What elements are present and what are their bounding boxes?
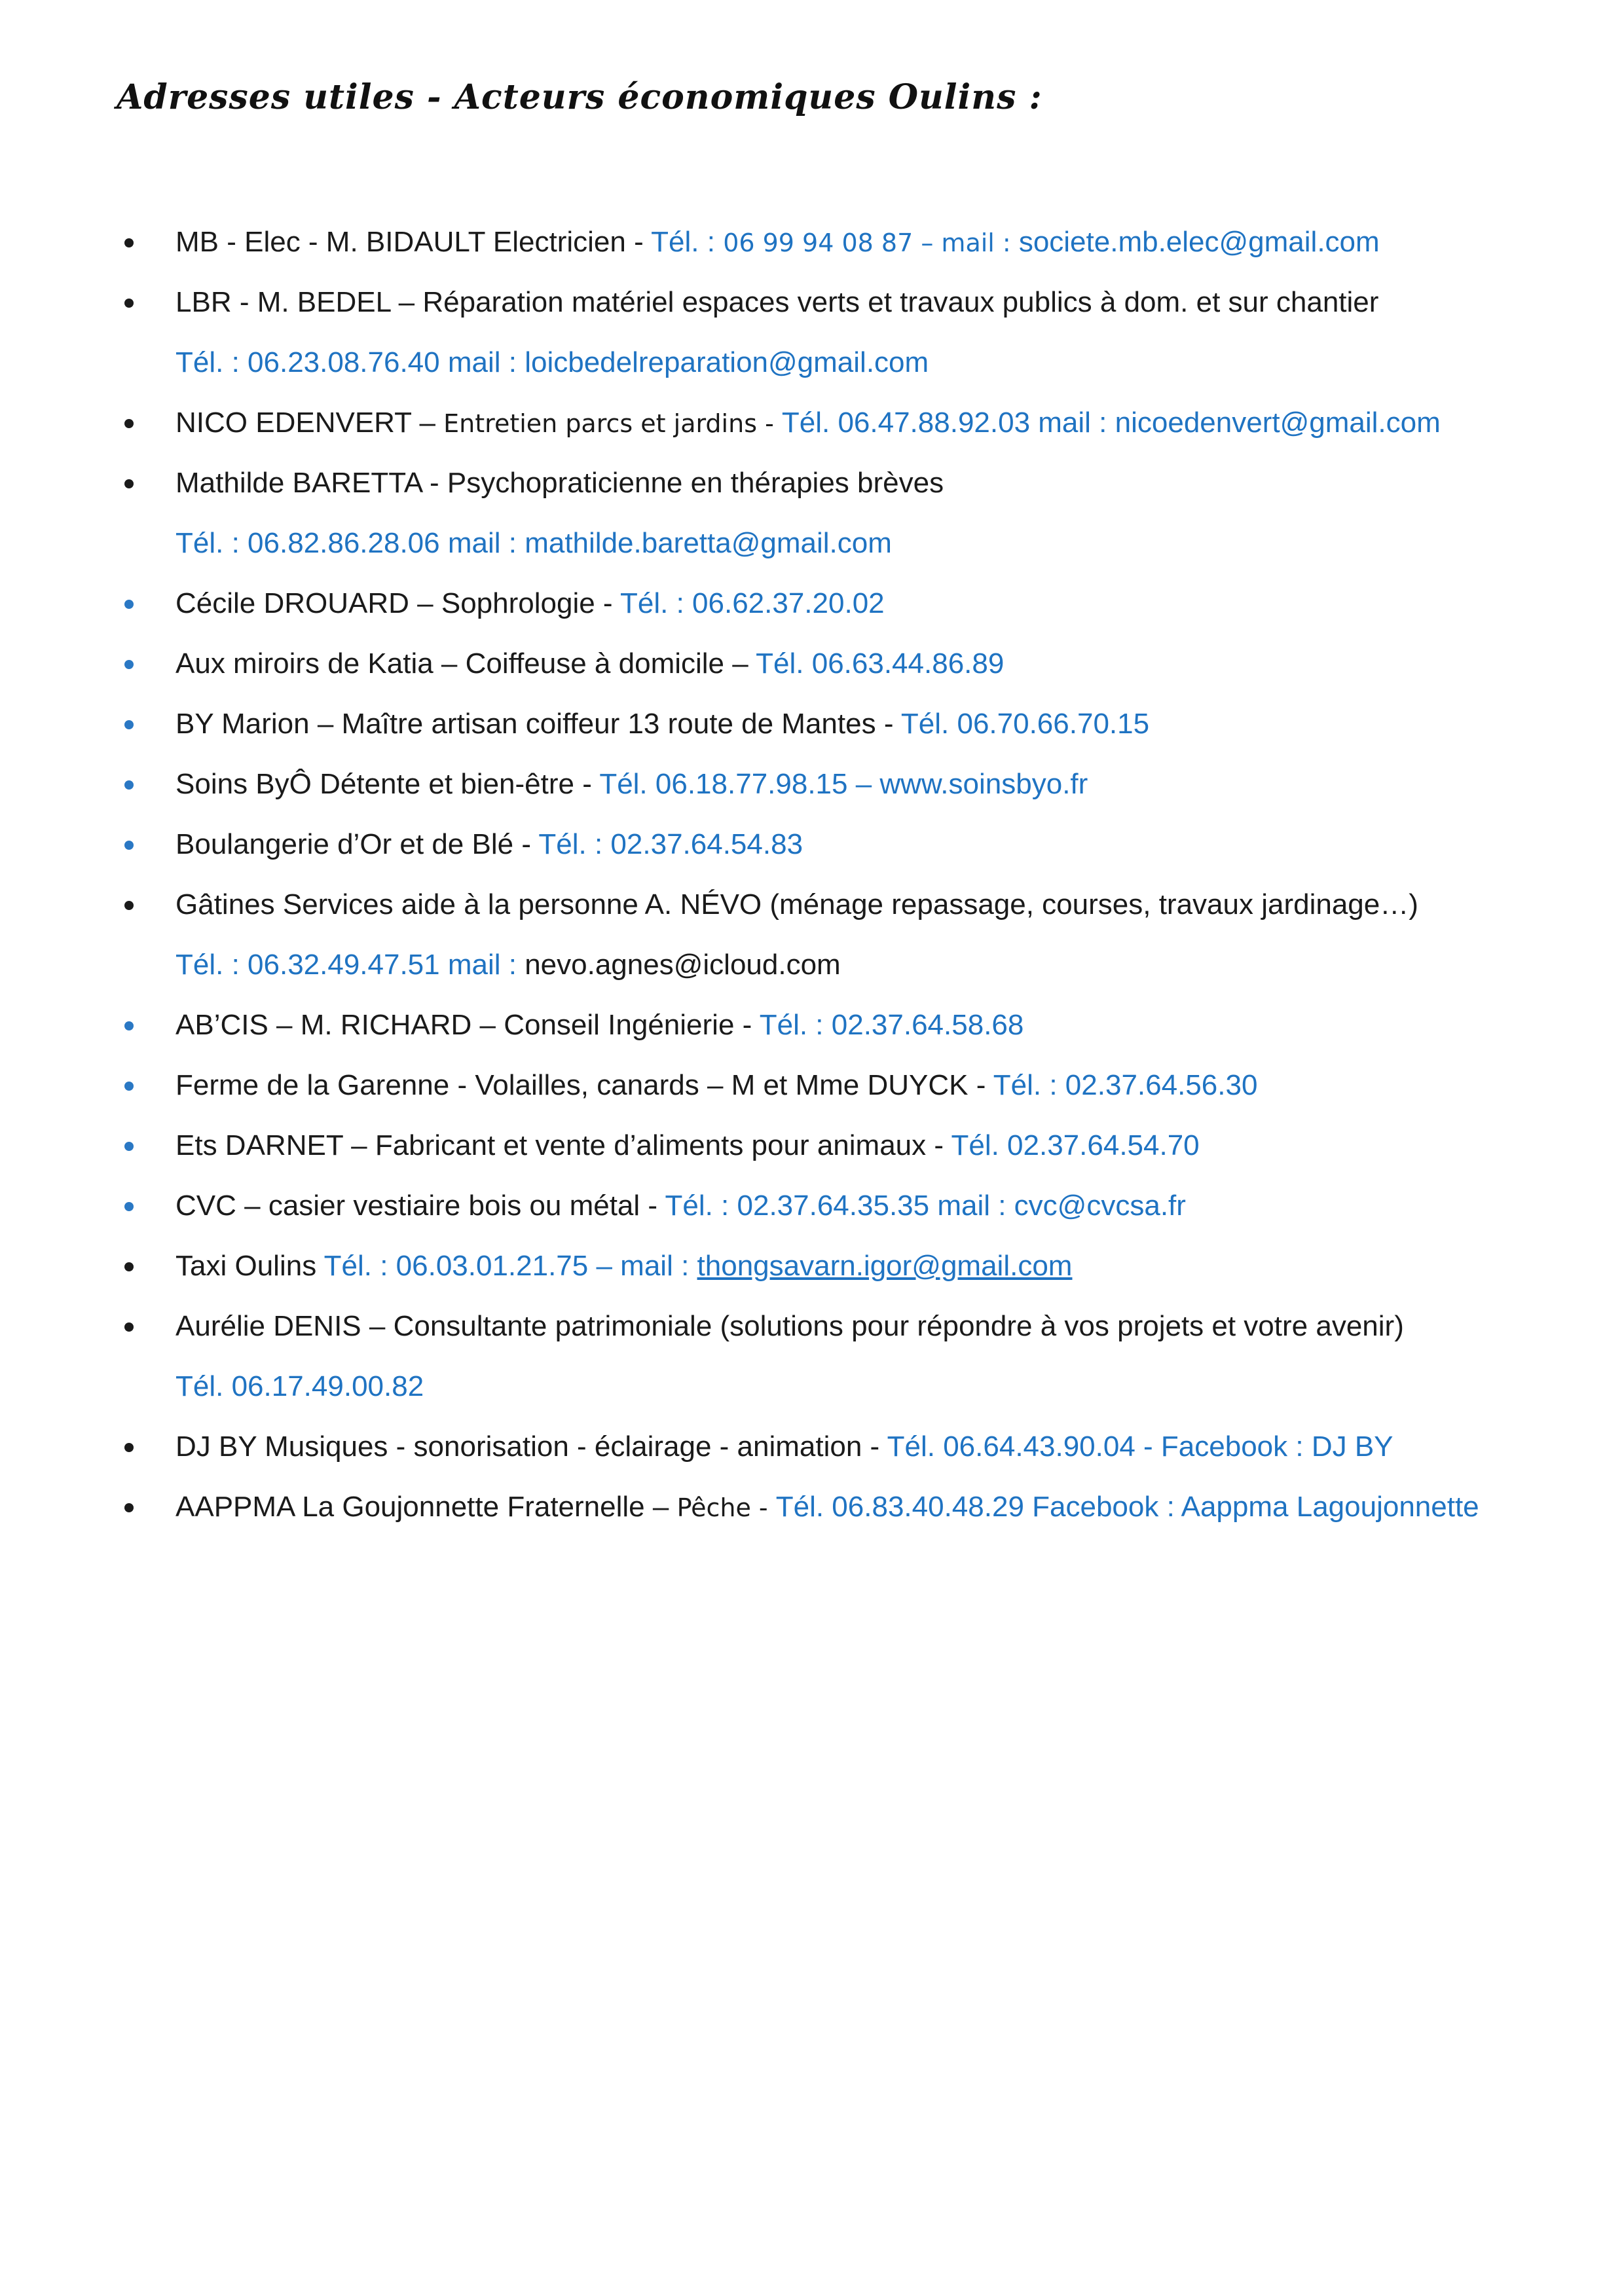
list-item-line: [175, 763, 1088, 805]
entry-text: BY Marion – Maître artisan coiffeur 13 route de Mantes -: [175, 708, 901, 740]
entry-text: Ets DARNET – Fabricant et vente d’aliments pour animaux -: [175, 1129, 951, 1161]
entry-text: Tél. 02.37.64.54.70: [951, 1129, 1200, 1161]
entry-text: Cécile DROUARD – Sophrologie -: [175, 587, 621, 619]
bullet-icon: [124, 841, 134, 850]
entry-text: Entretien parcs et jardins -: [443, 409, 782, 438]
entry-text: CVC – casier vestiaire bois ou métal -: [175, 1190, 665, 1222]
entry-text: Tél. : 02.37.64.58.68: [759, 1009, 1024, 1041]
entry-text: Soins ByÔ Détente et bien-être -: [175, 768, 600, 800]
list-item-line: [175, 884, 1418, 926]
list-item-line: [175, 703, 1149, 745]
entry-text: societe.mb.elec@gmail.com: [1018, 226, 1380, 258]
entry-text: Tél. :: [651, 226, 724, 258]
entry-text: Tél. 06.83.40.48.29 Facebook : Aappma Lagoujonnette: [775, 1491, 1479, 1523]
entry-text: Tél. 06.70.66.70.15: [900, 708, 1150, 740]
list-item-line: [175, 944, 841, 986]
list-item-line: [175, 1065, 1257, 1106]
list-item-line: [175, 583, 885, 625]
entry-text: Tél. : 06.03.01.21.75 – mail :: [323, 1250, 697, 1282]
list-item-line: [175, 1305, 1404, 1347]
entry-text: Tél. : 02.37.64.56.30: [993, 1069, 1258, 1101]
entry-text: Mathilde BARETTA - Psychopraticienne en thérapies brèves: [175, 467, 944, 499]
bullet-icon: [124, 299, 134, 308]
bullet-icon: [124, 1262, 134, 1271]
entry-text: nevo.agnes@icloud.com: [525, 949, 841, 981]
bullet-icon: [124, 1142, 134, 1151]
bullet-icon: [124, 660, 134, 669]
entry-text: Boulangerie d’Or et de Blé -: [175, 828, 539, 860]
bullet-icon: [124, 1202, 134, 1211]
entry-text: Pêche -: [676, 1493, 776, 1522]
bullet-icon: [124, 1082, 134, 1091]
entry-text: Aurélie DENIS – Consultante patrimoniale (solutions pour répondre à vos projets et votre avenir): [175, 1310, 1404, 1342]
entry-text: Tél. 06.64.43.90.04 - Facebook : DJ BY: [887, 1430, 1393, 1463]
entry-text: DJ BY Musiques - sonorisation - éclairage - animation -: [175, 1430, 887, 1463]
bullet-icon: [124, 419, 134, 428]
bullet-icon: [124, 238, 134, 247]
bullet-icon: [124, 1503, 134, 1512]
list-item-line: [175, 1245, 1072, 1287]
entry-text: Ferme de la Garenne - Volailles, canards – M et Mme DUYCK -: [175, 1069, 993, 1101]
entry-text: Tél. : 06.32.49.47.51 mail :: [175, 949, 525, 981]
list-item-line: [175, 282, 1378, 323]
entry-text: Tél. : 02.37.64.35.35 mail : cvc@cvcsa.fr: [665, 1190, 1186, 1222]
bullet-icon: [124, 479, 134, 488]
list-item-line: [175, 342, 929, 384]
entry-text: Tél. 06.47.88.92.03 mail : nicoedenvert@gmail.com: [781, 407, 1441, 439]
entry-text: AB’CIS – M. RICHARD – Conseil Ingénierie -: [175, 1009, 760, 1041]
entry-text: MB - Elec - M. BIDAULT Electricien -: [175, 226, 652, 258]
list-item-line: [175, 1486, 1479, 1528]
list-item-line: [175, 1185, 1186, 1227]
list-item-line: [175, 1004, 1024, 1046]
list-item-line: [175, 1125, 1200, 1167]
list-item-line: [175, 522, 892, 564]
bullet-icon: [124, 901, 134, 910]
entry-text: Tél. : 06.82.86.28.06 mail : mathilde.baretta@gmail.com: [175, 527, 892, 559]
list-item-line: [175, 462, 944, 504]
entry-text[interactable]: thongsavarn.igor@gmail.com: [697, 1250, 1073, 1282]
bullet-icon: [124, 720, 134, 729]
bullet-icon: [124, 1322, 134, 1332]
entry-text: Tél. : 06.62.37.20.02: [620, 587, 885, 619]
list-item-line: [175, 1426, 1393, 1468]
list-item-line: [175, 1366, 424, 1408]
entry-text: LBR - M. BEDEL – Réparation matériel espaces verts et travaux publics à dom. et sur chantier: [175, 286, 1379, 318]
entry-text: Taxi Oulins: [175, 1250, 324, 1282]
page-title: Adresses utiles - Acteurs économiques Oulins :: [117, 77, 1043, 117]
entry-text: Gâtines Services aide à la personne A. NÉVO (ménage repassage, courses, travaux jardinage…): [175, 888, 1418, 920]
entry-text: Tél. : 06.23.08.76.40 mail : loicbedelreparation@gmail.com: [175, 346, 929, 378]
entry-text: Tél. 06.63.44.86.89: [756, 647, 1005, 680]
list-item-line: [175, 643, 1004, 685]
list-item-line: [175, 824, 803, 866]
bullet-icon: [124, 600, 134, 609]
entry-text: AAPPMA La Goujonnette Fraternelle –: [175, 1491, 677, 1523]
entry-text: Tél. 06.17.49.00.82: [175, 1370, 424, 1402]
bullet-icon: [124, 1443, 134, 1452]
entry-text: 06 99 94 08 87 – mail :: [723, 228, 1019, 257]
list-item-line: [175, 402, 1441, 444]
entry-text: Tél. 06.18.77.98.15 – www.soinsbyo.fr: [599, 768, 1088, 800]
bullet-icon: [124, 1021, 134, 1030]
entry-text: Tél. : 02.37.64.54.83: [538, 828, 803, 860]
list-item-line: [175, 221, 1380, 263]
entry-text: Aux miroirs de Katia – Coiffeuse à domicile –: [175, 647, 756, 680]
bullet-icon: [124, 780, 134, 790]
entry-text: NICO EDENVERT –: [175, 407, 444, 439]
